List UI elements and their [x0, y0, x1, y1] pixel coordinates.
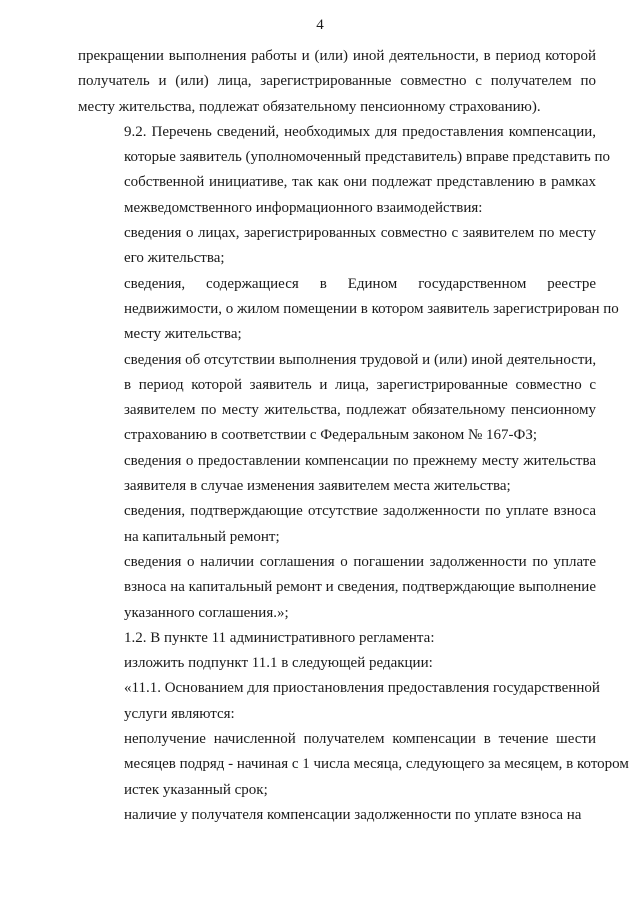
text-line: истек указанный срок; [124, 781, 268, 798]
text-line: сведения о предоставлении компенсации по прежнему месту жительства [124, 452, 596, 469]
text-line: месяцев подряд - начиная с 1 числа месяца, следующего за месяцем, в котором [124, 756, 629, 773]
text-line: неполучение начисленной получателем компенсации в течение шести [124, 731, 596, 748]
text-line: изложить подпункт 11.1 в следующей редакции: [124, 655, 433, 672]
text-line: межведомственного информационного взаимодействия: [124, 199, 483, 216]
text-line: его жительства; [124, 250, 225, 267]
text-line: услуги являются: [124, 705, 235, 722]
page-number: 4 [316, 17, 324, 33]
paragraph [78, 626, 596, 651]
text-line: сведения о наличии соглашения о погашении задолженности по уплате [124, 553, 596, 570]
paragraph [78, 499, 596, 550]
paragraph [78, 44, 596, 120]
text-line: 9.2. Перечень сведений, необходимых для предоставления компенсации, [124, 123, 596, 140]
text-line: месту жительства, подлежат обязательному пенсионному страхованию). [78, 98, 541, 115]
text-line: которые заявитель (уполномоченный представитель) вправе представить по [124, 149, 611, 166]
document-body [78, 44, 629, 828]
text-line: указанного соглашения.»; [124, 604, 289, 621]
text-line: страхованию в соответствии с Федеральным законом № 167-ФЗ; [124, 427, 538, 444]
text-line: сведения об отсутствии выполнения трудовой и (или) иной деятельности, [124, 351, 597, 368]
paragraph [78, 221, 596, 272]
text-line: на капитальный ремонт; [124, 528, 280, 545]
text-line: в период которой заявитель и лица, зарегистрированные совместно с [124, 376, 596, 393]
text-line: сведения, подтверждающие отсутствие задолженности по уплате взноса [124, 503, 596, 520]
paragraph [78, 676, 600, 727]
paragraph [78, 272, 619, 348]
paragraph [78, 727, 629, 803]
text-line: «11.1. Основанием для приостановления предоставления государственной [124, 680, 600, 697]
text-line: собственной инициативе, так как они подлежат представлению в рамках [124, 174, 596, 191]
text-line: сведения, содержащиеся в Едином государственном реестре [124, 275, 596, 292]
text-line: наличие у получателя компенсации задолженности по уплате взноса на [124, 806, 582, 823]
text-line: прекращении выполнения работы и (или) иной деятельности, в период которой [78, 48, 596, 64]
paragraph [78, 550, 596, 626]
text-line: 1.2. В пункте 11 административного регламента: [124, 629, 435, 646]
paragraph [78, 120, 611, 221]
text-line: получатель и (или) лица, зарегистрированные совместно с получателем по [78, 73, 596, 90]
text-line: заявителем по месту жительства, подлежат обязательному пенсионному [124, 402, 596, 419]
text-line: месту жительства; [124, 326, 242, 343]
text-line: заявителя в случае изменения заявителем места жительства; [124, 478, 511, 495]
paragraph [78, 348, 596, 449]
text-line: сведения о лицах, зарегистрированных совместно с заявителем по месту [124, 225, 596, 242]
paragraph [78, 803, 596, 828]
text-line: недвижимости, о жилом помещении в котором заявитель зарегистрирован по [124, 300, 619, 317]
paragraph [78, 449, 596, 500]
paragraph [78, 651, 596, 676]
text-line: взноса на капитальный ремонт и сведения, подтверждающие выполнение [124, 579, 596, 596]
